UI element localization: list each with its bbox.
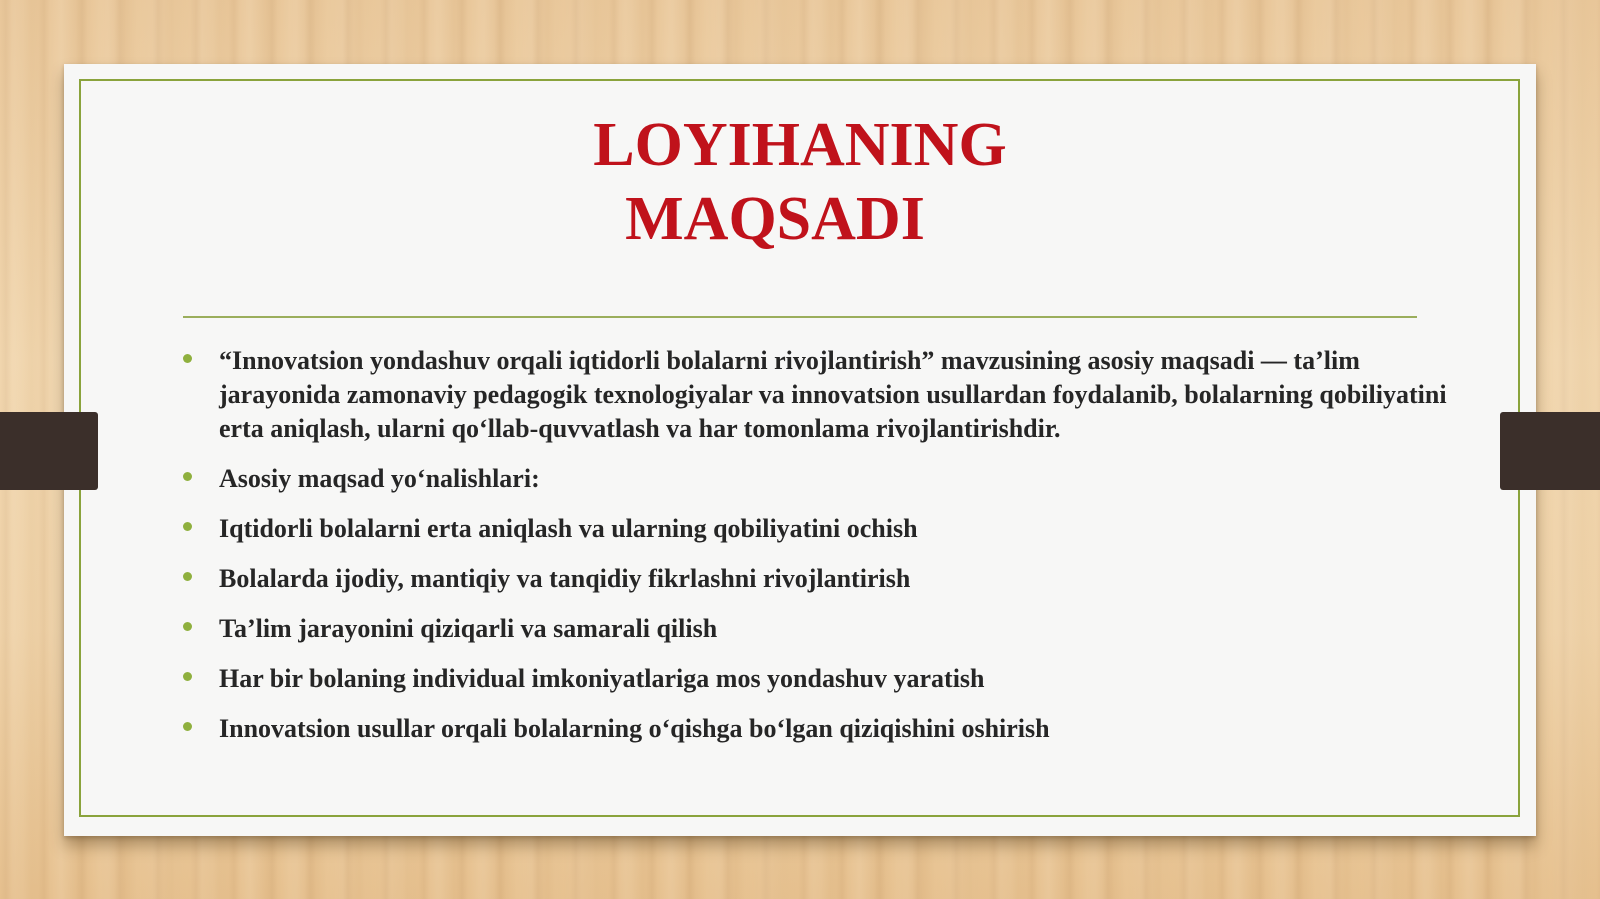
bullet-text: Bolalarda ijodiy, mantiqiy va tanqidiy fikrlashni rivojlantirish [219,564,911,593]
bullet-dot-icon [183,722,192,731]
bullet-item [183,712,1473,746]
left-binder-clip [0,412,98,490]
bullet-item [183,612,1473,646]
title-divider [183,316,1417,318]
bullet-item [183,344,1473,446]
bullet-item [183,462,1473,496]
bullet-dot-icon [183,572,192,581]
bullet-dot-icon [183,622,192,631]
bullet-text: Iqtidorli bolalarni erta aniqlash va ularning qobiliyatini ochish [219,514,918,543]
bullet-dot-icon [183,354,192,363]
bullet-item [183,562,1473,596]
bullet-dot-icon [183,672,192,681]
slide-title-line1: LOYIHANING [593,111,1007,179]
bullet-item [183,512,1473,546]
bullet-text: Ta’lim jarayonini qiziqarli va samarali qilish [219,614,718,643]
bullet-text: “Innovatsion yondashuv orqali iqtidorli bolalarni rivojlantirish” mavzusining asosiy maqsadi — ta’lim jarayonida zamonaviy pedagogik texnologiyalar va innovatsion usullardan foydalanib, bolalarning qobiliyatini erta aniqlash, ularni qo‘llab-quvvatlash va har tomonlama rivojlantirishdir. [219,346,1447,443]
bullet-text: Innovatsion usullar orqali bolalarning o‘qishga bo‘lgan qiziqishini oshirish [219,714,1050,743]
slide-title-line2: MAQSADI [625,185,925,253]
bullet-list [183,344,1473,762]
bullet-item [183,662,1473,696]
bullet-dot-icon [183,522,192,531]
right-binder-clip [1500,412,1600,490]
bullet-dot-icon [183,472,192,481]
bullet-text: Har bir bolaning individual imkoniyatlariga mos yondashuv yaratish [219,664,985,693]
slide-title [560,108,1040,256]
bullet-text: Asosiy maqsad yo‘nalishlari: [219,464,540,493]
